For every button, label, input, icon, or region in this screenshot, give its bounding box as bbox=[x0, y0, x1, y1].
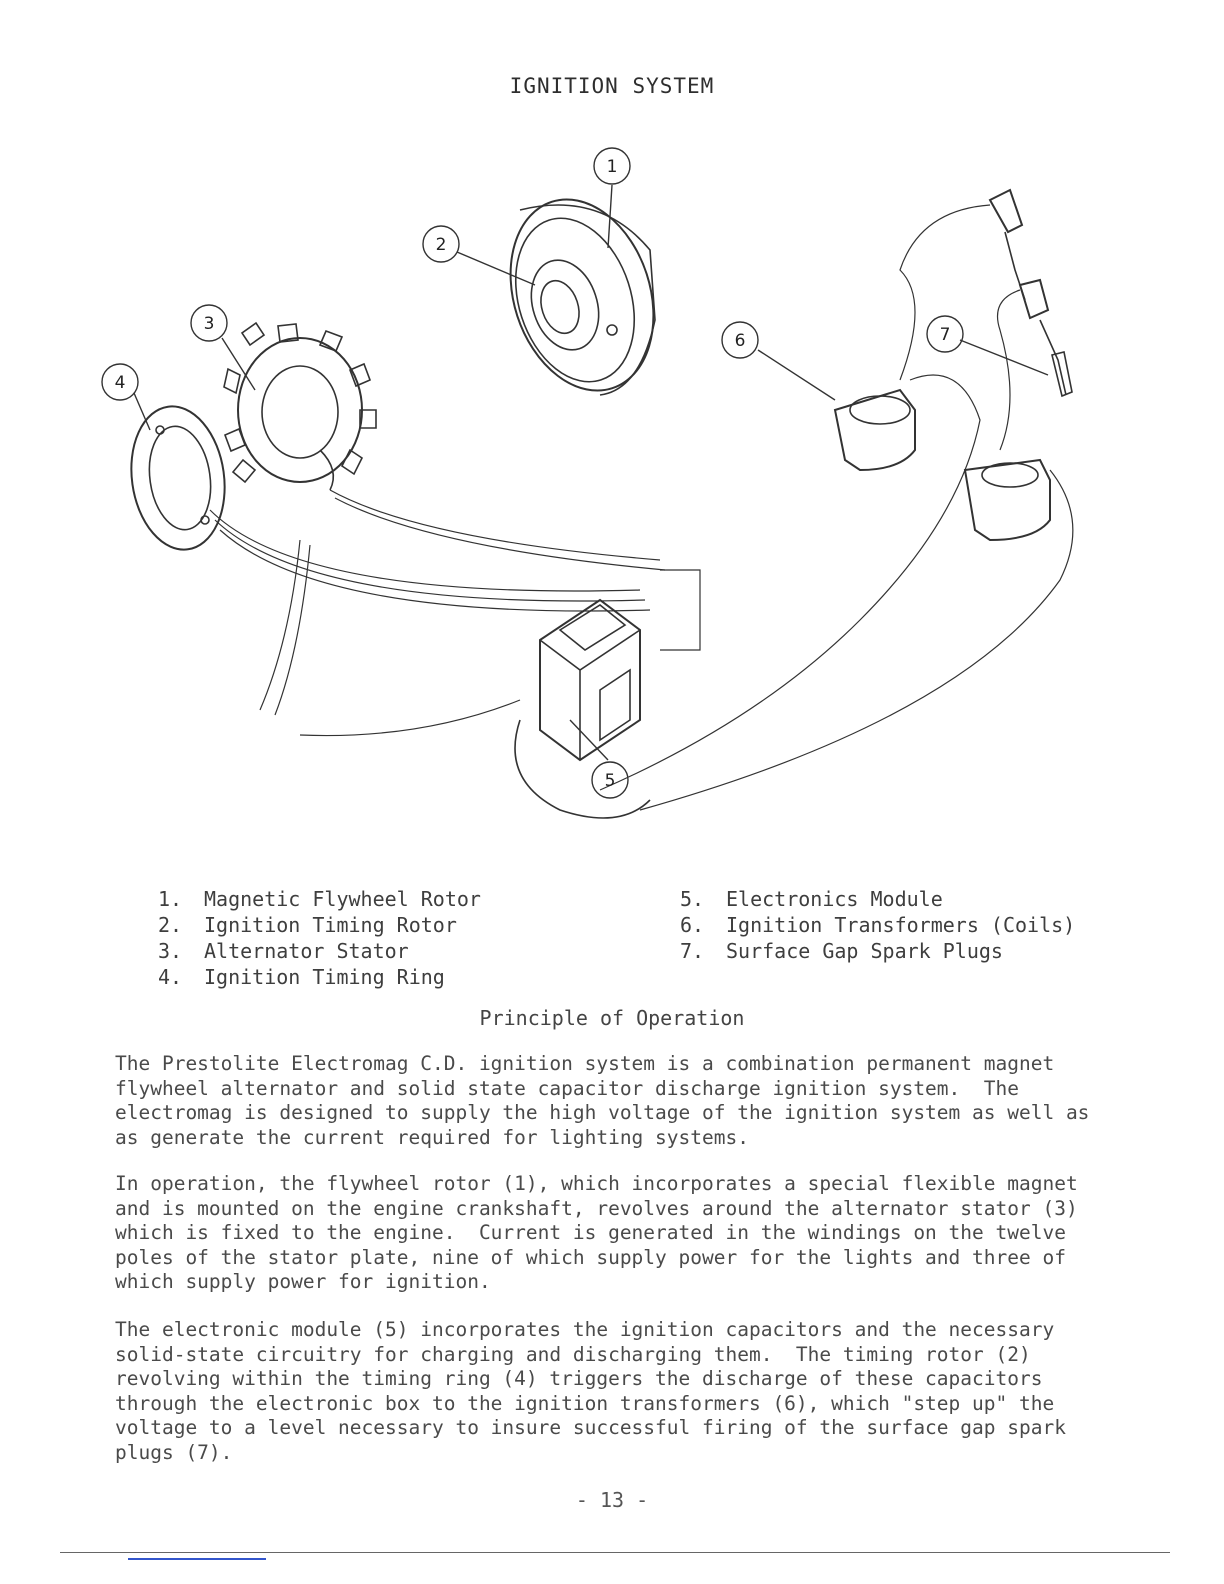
callout-leaders bbox=[134, 185, 1048, 760]
legend-item: 5. Electronics Module bbox=[680, 887, 943, 911]
paragraph-3: The electronic module (5) incorporates the ignition capacitors and the necessary solid-state circuitry for charging and discharging them. The timing rotor (2) revolving within the timing ring (4) triggers the discharge of these capacitors through the electronic box to the ignition transformers (6), which "step up" the voltage to a level necessary to insure successful firing of the surface gap spark plugs (7). bbox=[115, 1318, 1066, 1464]
footer-link-underline bbox=[128, 1558, 266, 1560]
callout-4: 4 bbox=[114, 373, 126, 393]
callout-3: 3 bbox=[203, 314, 215, 334]
callout-1: 1 bbox=[606, 157, 618, 177]
alternator-stator-drawing bbox=[224, 323, 376, 490]
callout-markers bbox=[102, 148, 963, 798]
ignition-coils-drawing bbox=[835, 390, 1050, 540]
callout-5: 5 bbox=[604, 771, 616, 791]
paragraph-1: The Prestolite Electromag C.D. ignition system is a combination permanent magnet flywheel alternator and solid state capacitor discharge ignition system. The electromag is designed to supply the high voltage of the ignition system as well as as generate the current required for lighting systems. bbox=[115, 1052, 1090, 1149]
legend-item: 2. Ignition Timing Rotor bbox=[158, 913, 457, 937]
wiring-harness-drawing bbox=[210, 205, 1073, 810]
legend-item: 1. Magnetic Flywheel Rotor bbox=[158, 887, 481, 911]
footer-rule bbox=[60, 1552, 1170, 1553]
callout-6: 6 bbox=[734, 331, 746, 351]
spark-plugs-drawing bbox=[990, 190, 1072, 396]
electronics-module-drawing bbox=[515, 600, 650, 818]
callout-2: 2 bbox=[435, 235, 447, 255]
legend-item: 6. Ignition Transformers (Coils) bbox=[680, 913, 1076, 937]
legend-item: 3. Alternator Stator bbox=[158, 939, 409, 963]
legend-item: 7. Surface Gap Spark Plugs bbox=[680, 939, 1003, 963]
legend-left bbox=[158, 886, 481, 990]
page-title: IGNITION SYSTEM bbox=[509, 74, 715, 98]
section-title: Principle of Operation bbox=[479, 1006, 745, 1030]
legend-right bbox=[680, 886, 1075, 964]
timing-ring-drawing bbox=[122, 400, 233, 555]
page-number: - 13 - bbox=[575, 1488, 649, 1512]
flywheel-rotor-drawing bbox=[487, 181, 677, 409]
callout-7: 7 bbox=[939, 325, 951, 345]
legend-item: 4. Ignition Timing Ring bbox=[158, 965, 445, 989]
paragraph-2: In operation, the flywheel rotor (1), which incorporates a special flexible magnet and is mounted on the engine crankshaft, revolves around the alternator stator (3) which is fixed to the engine. Current is generated in the windings on the twelve poles of the stator plate, nine of which supply power for the lights and three of which supply power for ignition. bbox=[115, 1172, 1078, 1293]
